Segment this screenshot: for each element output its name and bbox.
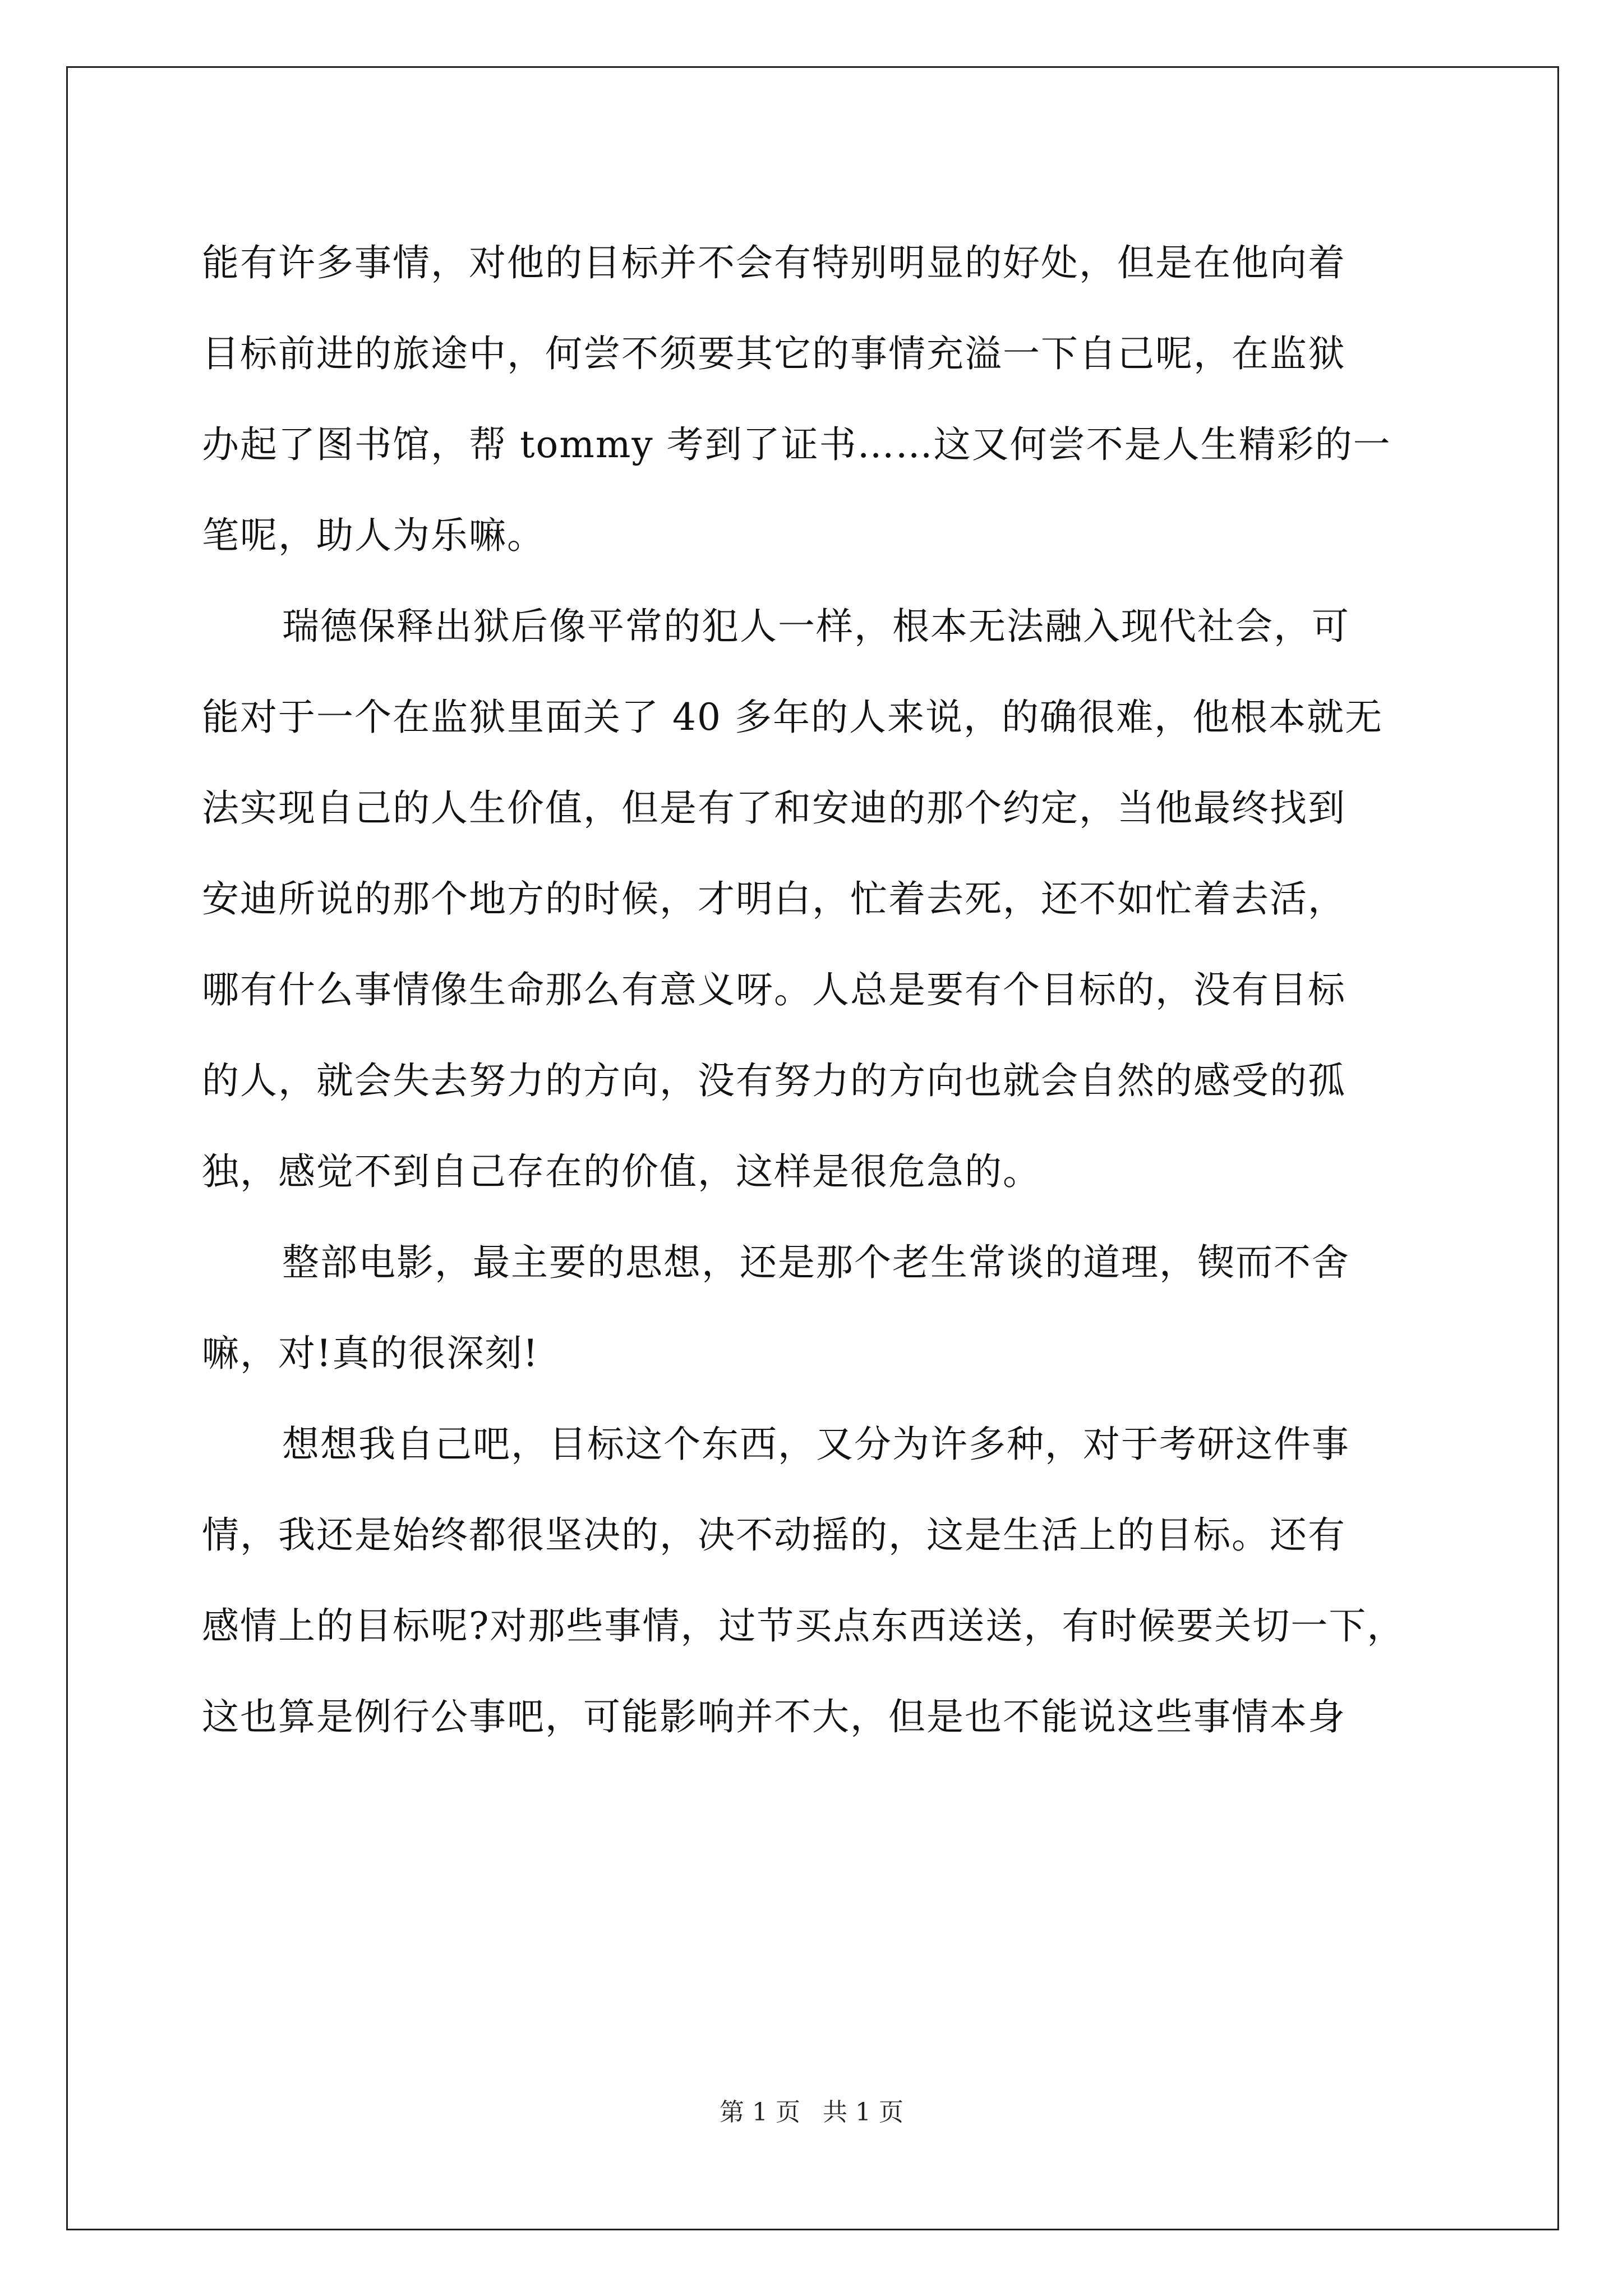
paragraph-first-line: 想想我自己吧，目标这个东西，又分为许多种，对于考研这件事 — [282, 1423, 1350, 1466]
text-line: 独，感觉不到自己存在的价值，这样是很危急的。 — [202, 1150, 1041, 1193]
page-total: 共 1 页 — [823, 2098, 903, 2127]
text-line: 办起了图书馆，帮 tommy 考到了证书……这又何尝不是人生精彩的一 — [202, 423, 1391, 466]
text-line: 的人，就会失去努力的方向，没有努力的方向也就会自然的感受的孤 — [202, 1059, 1346, 1102]
text-line: 情，我还是始终都很坚决的，决不动摇的，这是生活上的目标。还有 — [202, 1513, 1346, 1557]
paragraph-first-line: 瑞德保释出狱后像平常的犯人一样，根本无法融入现代社会，可 — [282, 605, 1350, 648]
document-body — [202, 218, 1424, 1763]
page-footer — [0, 2096, 1623, 2129]
text-line: 能有许多事情，对他的目标并不会有特别明显的好处，但是在他向着 — [202, 241, 1346, 284]
page-number: 第 1 页 — [720, 2098, 800, 2127]
text-line: 安迪所说的那个地方的时候，才明白，忙着去死，还不如忙着去活， — [202, 877, 1346, 921]
paragraph-first-line: 整部电影，最主要的思想，还是那个老生常谈的道理，锲而不舍 — [282, 1241, 1350, 1284]
text-line: 法实现自己的人生价值，但是有了和安迪的那个约定，当他最终找到 — [202, 786, 1346, 830]
text-line: 这也算是例行公事吧，可能影响并不大，但是也不能说这些事情本身 — [202, 1695, 1346, 1738]
text-line: 目标前进的旅途中，何尝不须要其它的事情充溢一下自己呢，在监狱 — [202, 332, 1346, 375]
text-line: 笔呢，助人为乐嘛。 — [202, 514, 545, 557]
text-line: 嘛，对!真的很深刻! — [202, 1332, 540, 1375]
text-line: 能对于一个在监狱里面关了 40 多年的人来说，的确很难，他根本就无 — [202, 696, 1383, 739]
text-line: 感情上的目标呢?对那些事情，过节买点东西送送，有时候要关切一下， — [202, 1604, 1405, 1648]
text-line: 哪有什么事情像生命那么有意义呀。人总是要有个目标的，没有目标 — [202, 968, 1346, 1011]
